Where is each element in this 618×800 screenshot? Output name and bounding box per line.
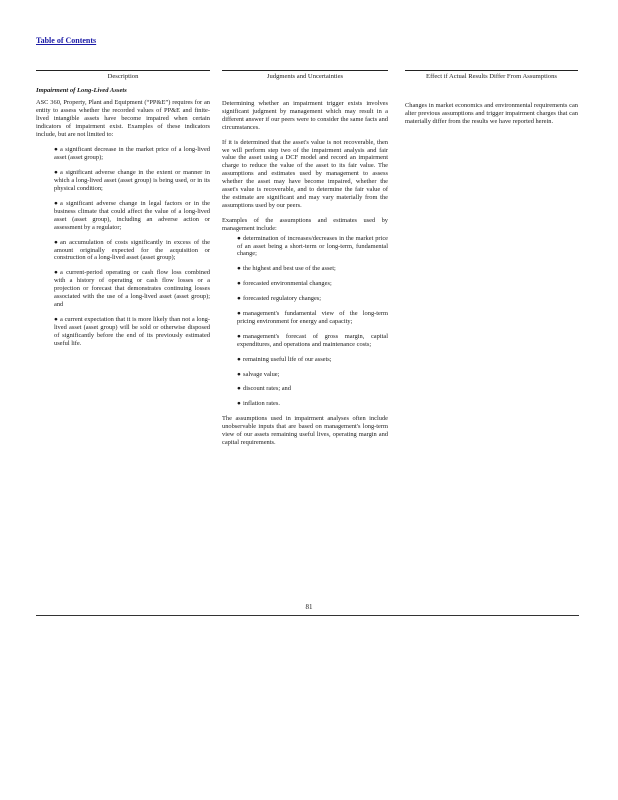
- description-intro: ASC 360, Property, Plant and Equipment (“PP&E”) requires for an entity to assess whether the recorded values of PP&E and finite-lived intangible assets have become impaired when certain indicators of impairment exist. Examples of these indicators include, but are not limited to:: [36, 98, 210, 138]
- list-item: ● a current expectation that it is more likely than not a long-lived asset (asset group) will be sold or otherwise disposed of significantly before the end of its previously estimated useful life.: [54, 315, 210, 347]
- list-item: ● discount rates; and: [237, 385, 291, 393]
- judgments-paragraph: Examples of the assumptions and estimates used by management include:: [222, 216, 388, 232]
- bullet-icon: ●: [54, 238, 58, 246]
- section-title: Impairment of Long-Lived Assets: [36, 87, 127, 94]
- bullet-icon: ●: [237, 400, 241, 408]
- list-item: ● remaining useful life of our assets;: [237, 355, 332, 363]
- judgments-paragraph: The assumptions used in impairment analyses often include unobservable inputs that are based on management's long-term view of our assets remaining useful lives, operating margin and capital requirements.: [222, 415, 388, 446]
- bullet-icon: ●: [237, 355, 241, 363]
- judgments-header: Judgments and Uncertainties: [222, 70, 388, 83]
- list-item: ● forecasted regulatory changes;: [237, 295, 322, 303]
- list-item: ● salvage value;: [237, 370, 280, 378]
- list-item: ● management's fundamental view of the long-term pricing environment for energy and capacity;: [237, 310, 388, 325]
- judgments-paragraph: Determining whether an impairment trigger exists involves significant judgment by management which may result in a different answer if our peers were to consider the same facts and circumstances.: [222, 100, 388, 131]
- bullet-icon: ●: [237, 332, 241, 340]
- bullet-icon: ●: [237, 295, 241, 303]
- indicator-list: [36, 146, 210, 347]
- list-item: ● a significant adverse change in legal factors or in the business climate that could affect the value of a long-lived asset (asset group), including an adverse action or assessment by a regulator;: [54, 199, 210, 231]
- bullet-icon: ●: [237, 370, 241, 378]
- list-item: ● management's forecast of gross margin, capital expenditures, and operations and maintenance costs;: [237, 332, 388, 348]
- bullet-icon: ●: [237, 385, 241, 393]
- footer-divider: [36, 615, 579, 616]
- effect-column: [405, 70, 578, 134]
- bullet-icon: ●: [237, 280, 241, 288]
- page-number: 81: [305, 603, 313, 611]
- bullet-icon: ●: [54, 146, 58, 154]
- bullet-icon: ●: [237, 310, 241, 318]
- list-item: ● an accumulation of costs significantly in excess of the amount originally expected for the acquisition or construction of a long-lived asset (asset group);: [54, 238, 210, 262]
- description-column: [36, 70, 210, 354]
- list-item: ● inflation rates.: [237, 400, 280, 408]
- judgments-column: [222, 70, 388, 454]
- judgments-paragraph: If it is determined that the asset's value is not recoverable, then we will perform step two of the impairment analysis and fair value the asset using a DCF model and record an impairment charge to reduce the value of the asset to its fair value. The assumptions and estimates used by management to assess whether the asset may have become impaired, whether the asset's value is recoverable, and to determine the fair value of the estimate are significant and may vary materially from the assumptions used by our peers.: [222, 138, 388, 209]
- bullet-icon: ●: [54, 315, 58, 323]
- bullet-icon: ●: [237, 234, 241, 242]
- list-item: ● the highest and best use of the asset;: [237, 265, 336, 273]
- description-header: Description: [36, 70, 210, 83]
- list-item: ● a significant decrease in the market price of a long-lived asset (asset group);: [54, 146, 210, 162]
- effect-header: Effect if Actual Results Differ From Assumptions: [405, 70, 578, 83]
- bullet-icon: ●: [54, 169, 58, 177]
- assumption-list: [222, 235, 388, 409]
- list-item: ● forecasted environmental changes;: [237, 280, 332, 288]
- list-item: ● a significant adverse change in the extent or manner in which a long-lived asset (asset group) is being used, or in its physical condition;: [54, 169, 210, 193]
- bullet-icon: ●: [54, 199, 58, 207]
- list-item: ● a current-period operating or cash flow loss combined with a history of operating or cash flow losses or a projection or forecast that demonstrates continuing losses associated with the use of a long-lived asset (asset group); and: [54, 269, 210, 308]
- effect-paragraph: Changes in market economics and environmental requirements can alter previous assumptions and trigger impairment charges that can materially differ from the results we have reported herein.: [405, 102, 578, 125]
- list-item: ● determination of increases/decreases in the market price of an asset being a short-term or long-term, fundamental change;: [237, 234, 388, 258]
- table-of-contents-link[interactable]: Table of Contents: [36, 36, 97, 45]
- bullet-icon: ●: [237, 265, 241, 273]
- bullet-icon: ●: [54, 269, 58, 277]
